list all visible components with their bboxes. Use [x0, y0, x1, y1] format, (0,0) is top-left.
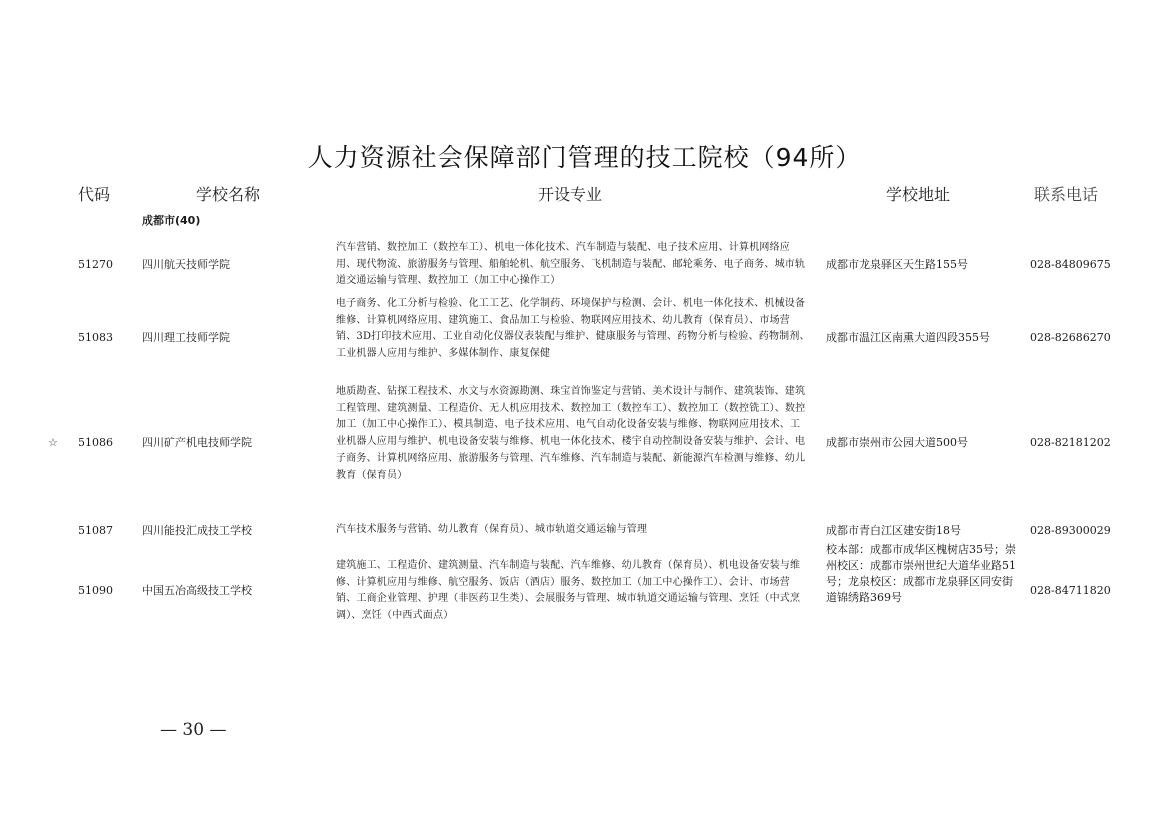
page-number: — 30 — [160, 720, 227, 740]
row-majors: 汽车营销、数控加工（数控车工）、机电一体化技术、汽车制造与装配、电子技术应用、计算机网络应用、现代物流、旅游服务与管理、船舶轮机、航空服务、飞机制造与装配、邮轮乘务、电子商务、城市轨道交通运输与管理、数控加工（加工中心操作工） [336, 242, 806, 287]
row-address: 成都市崇州市公园大道500号 [826, 436, 968, 449]
table-row [0, 384, 1169, 502]
row-phone: 028-82686270 [1030, 331, 1111, 344]
page-title: 人力资源社会保障部门管理的技工院校（94所） [307, 143, 862, 172]
row-majors: 汽车技术服务与营销、幼儿教育（保育员）、城市轨道交通运输与管理 [336, 524, 648, 535]
header-majors: 开设专业 [538, 185, 603, 204]
header-code: 代码 [78, 185, 111, 204]
row-school-name: 四川航天技师学院 [142, 258, 230, 271]
table-row [0, 522, 1169, 540]
row-school-name: 四川矿产机电技师学院 [142, 436, 252, 449]
row-address: 校本部：成都市成华区槐树店35号；崇州校区：成都市崇州世纪大道华业路51号；龙泉校区：成都市龙泉驿区同安街道锦绣路369号 [826, 543, 1016, 604]
row-address: 成都市青白江区建安街18号 [826, 524, 961, 537]
row-school-name: 四川理工技师学院 [142, 331, 230, 344]
row-school-name: 四川能投汇成技工学校 [142, 524, 252, 537]
row-phone: 028-84711820 [1030, 584, 1111, 597]
row-code: 51090 [78, 584, 113, 597]
table-row [0, 240, 1169, 290]
row-code: 51083 [78, 331, 113, 344]
row-code: 51270 [78, 258, 113, 271]
header-address: 学校地址 [886, 185, 951, 204]
row-phone: 028-82181202 [1030, 436, 1111, 449]
row-majors: 电子商务、化工分析与检验、化工工艺、化学制药、环境保护与检测、会计、机电一体化技术、机械设备维修、计算机网络应用、建筑施工、食品加工与检验、物联网应用技术、幼儿教育（保育员）、市场营销、3D打印技术应用、工业自动化仪器仪表装配与维护、健康服务与管理、药物分析与检验、药物制剂、工业机器人应用与维护、多媒体制作、康复保健 [336, 298, 810, 360]
row-school-name: 中国五冶高级技工学校 [142, 584, 252, 597]
row-code: 51086 [78, 436, 113, 449]
header-school-name: 学校名称 [196, 185, 261, 204]
row-majors: 地质勘查、钻探工程技术、水文与水资源勘测、珠宝首饰鉴定与营销、美术设计与制作、建筑装饰、建筑工程管理、建筑测量、工程造价、无人机应用技术、数控加工（数控车工）、数控加工（数控铣工）、数控加工（加工中心操作工）、模具制造、电子技术应用、电气自动化设备安装与维修、物联网应用技术、工业机器人应用与维护、机电设备安装与维修、机电一体化技术、楼宇自动控制设备安装与维护、会计、电子商务、计算机网络应用、旅游服务与管理、汽车维修、汽车制造与装配、新能源汽车检测与维修、幼儿教育（保育员） [336, 386, 806, 481]
row-address: 成都市温江区南熏大道四段355号 [826, 331, 990, 344]
row-phone: 028-84809675 [1030, 258, 1111, 271]
row-majors: 建筑施工、工程造价、建筑测量、汽车制造与装配、汽车维修、幼儿教育（保育员）、机电设备安装与维修、计算机应用与维修、航空服务、饭店（酒店）服务、数控加工（加工中心操作工）、会计、市场营销、工商企业管理、护理（非医药卫生类）、会展服务与管理、城市轨道交通运输与管理、烹饪（中式烹调）、烹饪（中西式面点） [336, 560, 801, 622]
favorite-star-icon: ☆ [48, 436, 58, 449]
header-phone: 联系电话 [1034, 185, 1099, 204]
row-phone: 028-89300029 [1030, 524, 1111, 537]
region-label: 成都市(40) [142, 214, 201, 227]
row-code: 51087 [78, 524, 113, 537]
table-row [0, 296, 1169, 380]
table-row [0, 543, 1169, 624]
row-address: 成都市龙泉驿区天生路155号 [826, 258, 968, 271]
